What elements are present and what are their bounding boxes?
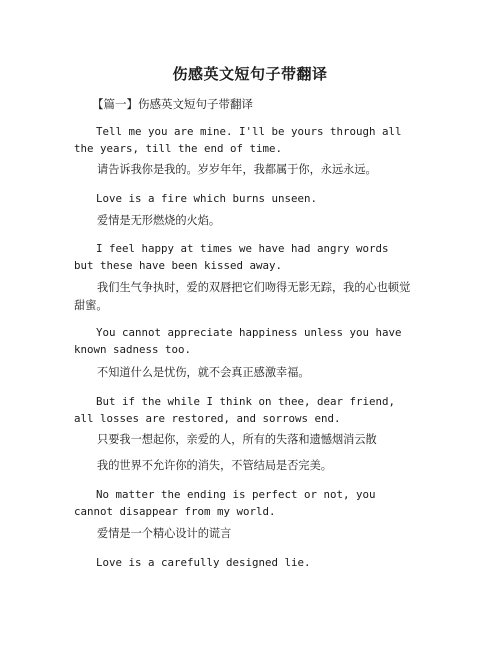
chinese-translation: 不知道什么是忧伤，就不会真正感激幸福。: [97, 366, 310, 379]
chinese-translation: 我们生气争执时，爱的双唇把它们吻得无影无踪，我的心也顿觉甜蜜。: [74, 281, 411, 312]
chinese-translation: 爱情是无形燃烧的火焰。: [97, 214, 221, 227]
english-sentence: Love is a fire which burns unseen.: [96, 192, 318, 205]
english-sentence: No matter the ending is perfect or not, you cannot disappear from my world.: [74, 488, 376, 518]
english-sentence: You cannot appreciate happiness unless you have known sadness too.: [74, 326, 402, 356]
chinese-translation: 我的世界不允许你的消失，不管结局是否完美。: [97, 459, 332, 472]
chinese-translation: 请告诉我你是我的。岁岁年年，我都属于你，永远永远。: [97, 163, 377, 176]
chinese-translation: 只要我一想起你，亲爱的人，所有的失落和遗憾烟消云散: [97, 433, 377, 446]
document-title: 伤感英文短句子带翻译: [172, 65, 328, 83]
section-heading: 【篇一】伤感英文短句子带翻译: [92, 97, 253, 111]
chinese-translation: 爱情是一个精心设计的谎言: [97, 527, 232, 540]
english-sentence: I feel happy at times we have had angry words but these have been kissed away.: [74, 242, 389, 272]
english-sentence: Love is a carefully designed lie.: [96, 556, 311, 569]
english-sentence: But if the while I think on thee, dear friend, all losses are restored, and sorrows end.: [74, 395, 396, 425]
english-sentence: Tell me you are mine. I'll be yours through all the years, till the end of time.: [74, 125, 402, 155]
